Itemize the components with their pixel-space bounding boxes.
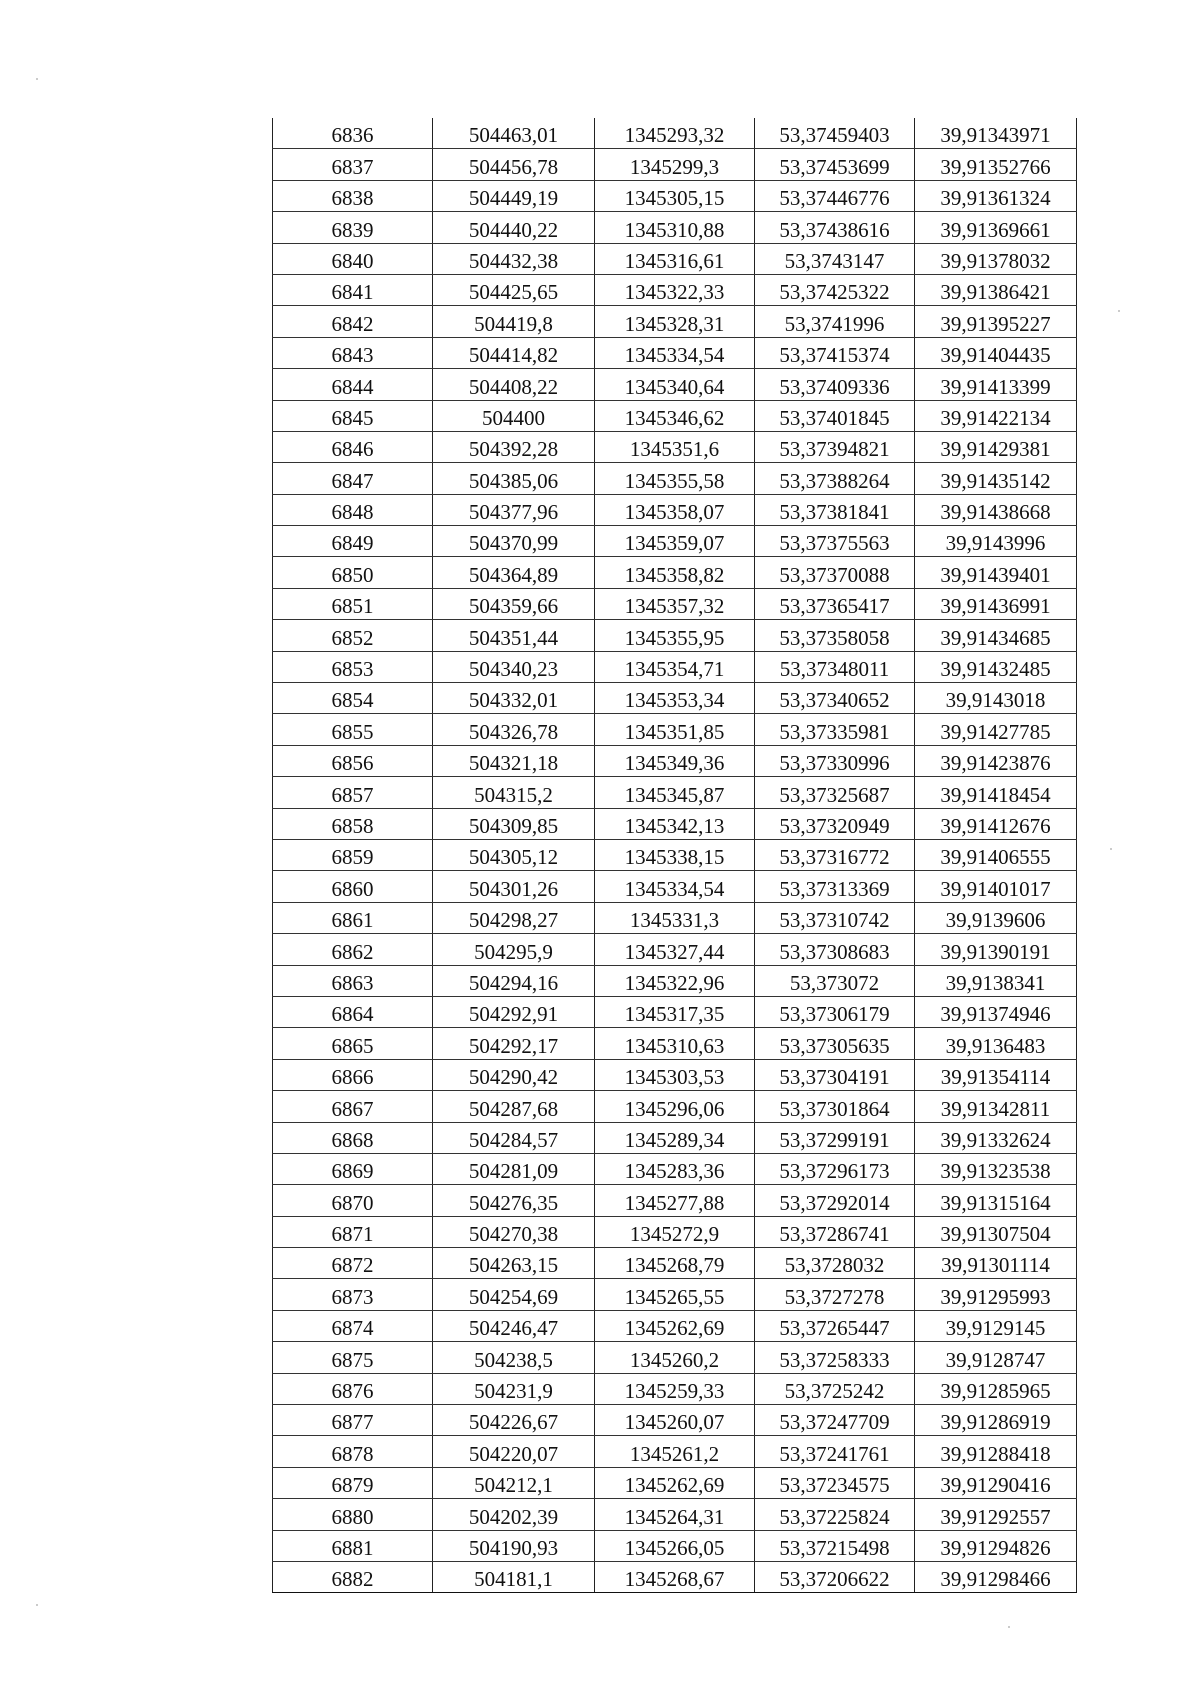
table-row — [273, 745, 1077, 776]
y-coordinate-cell: 1345303,53 — [595, 1059, 755, 1090]
latitude-cell: 53,37313369 — [755, 871, 915, 902]
table-row — [273, 1310, 1077, 1341]
longitude-cell: 39,91342811 — [915, 1091, 1077, 1122]
longitude-cell: 39,91286919 — [915, 1405, 1077, 1436]
table-row — [273, 965, 1077, 996]
y-coordinate-cell: 1345359,07 — [595, 526, 755, 557]
y-coordinate-cell: 1345283,36 — [595, 1153, 755, 1184]
scan-speck — [1008, 1626, 1010, 1628]
latitude-cell: 53,37335981 — [755, 714, 915, 745]
y-coordinate-cell: 1345310,88 — [595, 212, 755, 243]
x-coordinate-cell: 504263,15 — [433, 1248, 595, 1279]
latitude-cell: 53,37299191 — [755, 1122, 915, 1153]
y-coordinate-cell: 1345331,3 — [595, 902, 755, 933]
point-number-cell: 6840 — [273, 243, 433, 274]
table-row — [273, 651, 1077, 682]
latitude-cell: 53,37325687 — [755, 777, 915, 808]
y-coordinate-cell: 1345277,88 — [595, 1185, 755, 1216]
point-number-cell: 6851 — [273, 588, 433, 619]
x-coordinate-cell: 504392,28 — [433, 431, 595, 462]
y-coordinate-cell: 1345296,06 — [595, 1091, 755, 1122]
x-coordinate-cell: 504270,38 — [433, 1216, 595, 1247]
point-number-cell: 6860 — [273, 871, 433, 902]
latitude-cell: 53,3741996 — [755, 306, 915, 337]
table-row — [273, 212, 1077, 243]
y-coordinate-cell: 1345357,32 — [595, 588, 755, 619]
latitude-cell: 53,3727278 — [755, 1279, 915, 1310]
latitude-cell: 53,373072 — [755, 965, 915, 996]
point-number-cell: 6847 — [273, 463, 433, 494]
latitude-cell: 53,3743147 — [755, 243, 915, 274]
latitude-cell: 53,3725242 — [755, 1373, 915, 1404]
x-coordinate-cell: 504212,1 — [433, 1467, 595, 1498]
latitude-cell: 53,37258333 — [755, 1342, 915, 1373]
table-row — [273, 1373, 1077, 1404]
x-coordinate-cell: 504456,78 — [433, 149, 595, 180]
x-coordinate-cell: 504400 — [433, 400, 595, 431]
longitude-cell: 39,91285965 — [915, 1373, 1077, 1404]
point-number-cell: 6849 — [273, 526, 433, 557]
point-number-cell: 6879 — [273, 1467, 433, 1498]
table-row — [273, 400, 1077, 431]
latitude-cell: 53,37365417 — [755, 588, 915, 619]
y-coordinate-cell: 1345351,85 — [595, 714, 755, 745]
x-coordinate-cell: 504281,09 — [433, 1153, 595, 1184]
longitude-cell: 39,91323538 — [915, 1153, 1077, 1184]
latitude-cell: 53,37425322 — [755, 274, 915, 305]
point-number-cell: 6857 — [273, 777, 433, 808]
longitude-cell: 39,91288418 — [915, 1436, 1077, 1467]
point-number-cell: 6868 — [273, 1122, 433, 1153]
y-coordinate-cell: 1345262,69 — [595, 1467, 755, 1498]
x-coordinate-cell: 504359,66 — [433, 588, 595, 619]
x-coordinate-cell: 504370,99 — [433, 526, 595, 557]
y-coordinate-cell: 1345334,54 — [595, 871, 755, 902]
x-coordinate-cell: 504246,47 — [433, 1310, 595, 1341]
longitude-cell: 39,91315164 — [915, 1185, 1077, 1216]
longitude-cell: 39,91427785 — [915, 714, 1077, 745]
x-coordinate-cell: 504385,06 — [433, 463, 595, 494]
latitude-cell: 53,37316772 — [755, 839, 915, 870]
longitude-cell: 39,91354114 — [915, 1059, 1077, 1090]
y-coordinate-cell: 1345259,33 — [595, 1373, 755, 1404]
longitude-cell: 39,91361324 — [915, 180, 1077, 211]
longitude-cell: 39,9139606 — [915, 902, 1077, 933]
latitude-cell: 53,37438616 — [755, 212, 915, 243]
table-row — [273, 588, 1077, 619]
y-coordinate-cell: 1345268,67 — [595, 1561, 755, 1592]
table-row — [273, 369, 1077, 400]
latitude-cell: 53,37304191 — [755, 1059, 915, 1090]
table-row — [273, 1153, 1077, 1184]
latitude-cell: 53,37340652 — [755, 683, 915, 714]
y-coordinate-cell: 1345346,62 — [595, 400, 755, 431]
x-coordinate-cell: 504220,07 — [433, 1436, 595, 1467]
latitude-cell: 53,37292014 — [755, 1185, 915, 1216]
latitude-cell: 53,37330996 — [755, 745, 915, 776]
latitude-cell: 53,37388264 — [755, 463, 915, 494]
x-coordinate-cell: 504292,17 — [433, 1028, 595, 1059]
y-coordinate-cell: 1345327,44 — [595, 934, 755, 965]
x-coordinate-cell: 504419,8 — [433, 306, 595, 337]
x-coordinate-cell: 504294,16 — [433, 965, 595, 996]
latitude-cell: 53,37320949 — [755, 808, 915, 839]
y-coordinate-cell: 1345322,96 — [595, 965, 755, 996]
longitude-cell: 39,9138341 — [915, 965, 1077, 996]
table-row — [273, 1122, 1077, 1153]
longitude-cell: 39,91432485 — [915, 651, 1077, 682]
point-number-cell: 6867 — [273, 1091, 433, 1122]
longitude-cell: 39,91413399 — [915, 369, 1077, 400]
latitude-cell: 53,37453699 — [755, 149, 915, 180]
y-coordinate-cell: 1345358,82 — [595, 557, 755, 588]
table-row — [273, 431, 1077, 462]
y-coordinate-cell: 1345305,15 — [595, 180, 755, 211]
x-coordinate-cell: 504332,01 — [433, 683, 595, 714]
y-coordinate-cell: 1345289,34 — [595, 1122, 755, 1153]
y-coordinate-cell: 1345272,9 — [595, 1216, 755, 1247]
y-coordinate-cell: 1345358,07 — [595, 494, 755, 525]
y-coordinate-cell: 1345262,69 — [595, 1310, 755, 1341]
point-number-cell: 6880 — [273, 1499, 433, 1530]
y-coordinate-cell: 1345268,79 — [595, 1248, 755, 1279]
table-row — [273, 1248, 1077, 1279]
point-number-cell: 6872 — [273, 1248, 433, 1279]
y-coordinate-cell: 1345322,33 — [595, 274, 755, 305]
longitude-cell: 39,91423876 — [915, 745, 1077, 776]
scan-speck — [1110, 848, 1112, 850]
longitude-cell: 39,91429381 — [915, 431, 1077, 462]
table-row — [273, 996, 1077, 1027]
x-coordinate-cell: 504414,82 — [433, 337, 595, 368]
x-coordinate-cell: 504440,22 — [433, 212, 595, 243]
table-row — [273, 871, 1077, 902]
y-coordinate-cell: 1345355,58 — [595, 463, 755, 494]
longitude-cell: 39,91294826 — [915, 1530, 1077, 1561]
table-row — [273, 494, 1077, 525]
table-row — [273, 683, 1077, 714]
longitude-cell: 39,9143018 — [915, 683, 1077, 714]
table-row — [273, 1185, 1077, 1216]
longitude-cell: 39,91386421 — [915, 274, 1077, 305]
table-row — [273, 934, 1077, 965]
table-row — [273, 1279, 1077, 1310]
point-number-cell: 6843 — [273, 337, 433, 368]
table-row — [273, 180, 1077, 211]
y-coordinate-cell: 1345338,15 — [595, 839, 755, 870]
latitude-cell: 53,37305635 — [755, 1028, 915, 1059]
point-number-cell: 6870 — [273, 1185, 433, 1216]
longitude-cell: 39,91378032 — [915, 243, 1077, 274]
longitude-cell: 39,91369661 — [915, 212, 1077, 243]
latitude-cell: 53,37247709 — [755, 1405, 915, 1436]
y-coordinate-cell: 1345334,54 — [595, 337, 755, 368]
x-coordinate-cell: 504340,23 — [433, 651, 595, 682]
x-coordinate-cell: 504254,69 — [433, 1279, 595, 1310]
x-coordinate-cell: 504463,01 — [433, 118, 595, 149]
y-coordinate-cell: 1345349,36 — [595, 745, 755, 776]
y-coordinate-cell: 1345293,32 — [595, 118, 755, 149]
table-row — [273, 557, 1077, 588]
point-number-cell: 6848 — [273, 494, 433, 525]
point-number-cell: 6841 — [273, 274, 433, 305]
point-number-cell: 6862 — [273, 934, 433, 965]
point-number-cell: 6842 — [273, 306, 433, 337]
point-number-cell: 6861 — [273, 902, 433, 933]
latitude-cell: 53,37409336 — [755, 369, 915, 400]
point-number-cell: 6856 — [273, 745, 433, 776]
x-coordinate-cell: 504276,35 — [433, 1185, 595, 1216]
latitude-cell: 53,37308683 — [755, 934, 915, 965]
longitude-cell: 39,91343971 — [915, 118, 1077, 149]
x-coordinate-cell: 504326,78 — [433, 714, 595, 745]
x-coordinate-cell: 504432,38 — [433, 243, 595, 274]
point-number-cell: 6877 — [273, 1405, 433, 1436]
y-coordinate-cell: 1345317,35 — [595, 996, 755, 1027]
x-coordinate-cell: 504295,9 — [433, 934, 595, 965]
longitude-cell: 39,9129145 — [915, 1310, 1077, 1341]
table-row — [273, 620, 1077, 651]
latitude-cell: 53,37286741 — [755, 1216, 915, 1247]
y-coordinate-cell: 1345260,07 — [595, 1405, 755, 1436]
point-number-cell: 6863 — [273, 965, 433, 996]
table-row — [273, 1405, 1077, 1436]
longitude-cell: 39,91406555 — [915, 839, 1077, 870]
latitude-cell: 53,37394821 — [755, 431, 915, 462]
longitude-cell: 39,91301114 — [915, 1248, 1077, 1279]
table-row — [273, 714, 1077, 745]
point-number-cell: 6866 — [273, 1059, 433, 1090]
longitude-cell: 39,91298466 — [915, 1561, 1077, 1592]
table-row — [273, 337, 1077, 368]
latitude-cell: 53,37348011 — [755, 651, 915, 682]
point-number-cell: 6881 — [273, 1530, 433, 1561]
latitude-cell: 53,37415374 — [755, 337, 915, 368]
y-coordinate-cell: 1345299,3 — [595, 149, 755, 180]
x-coordinate-cell: 504425,65 — [433, 274, 595, 305]
y-coordinate-cell: 1345355,95 — [595, 620, 755, 651]
point-number-cell: 6864 — [273, 996, 433, 1027]
y-coordinate-cell: 1345345,87 — [595, 777, 755, 808]
longitude-cell: 39,91395227 — [915, 306, 1077, 337]
x-coordinate-cell: 504305,12 — [433, 839, 595, 870]
x-coordinate-cell: 504364,89 — [433, 557, 595, 588]
point-number-cell: 6838 — [273, 180, 433, 211]
x-coordinate-cell: 504315,2 — [433, 777, 595, 808]
latitude-cell: 53,3728032 — [755, 1248, 915, 1279]
x-coordinate-cell: 504292,91 — [433, 996, 595, 1027]
y-coordinate-cell: 1345261,2 — [595, 1436, 755, 1467]
table-row — [273, 463, 1077, 494]
latitude-cell: 53,37370088 — [755, 557, 915, 588]
y-coordinate-cell: 1345351,6 — [595, 431, 755, 462]
latitude-cell: 53,37375563 — [755, 526, 915, 557]
longitude-cell: 39,91401017 — [915, 871, 1077, 902]
longitude-cell: 39,91352766 — [915, 149, 1077, 180]
longitude-cell: 39,91436991 — [915, 588, 1077, 619]
x-coordinate-cell: 504449,19 — [433, 180, 595, 211]
x-coordinate-cell: 504290,42 — [433, 1059, 595, 1090]
x-coordinate-cell: 504202,39 — [433, 1499, 595, 1530]
scan-speck — [36, 1604, 38, 1606]
y-coordinate-cell: 1345354,71 — [595, 651, 755, 682]
longitude-cell: 39,9143996 — [915, 526, 1077, 557]
point-number-cell: 6845 — [273, 400, 433, 431]
scan-speck — [36, 78, 38, 80]
point-number-cell: 6859 — [273, 839, 433, 870]
longitude-cell: 39,91412676 — [915, 808, 1077, 839]
longitude-cell: 39,91439401 — [915, 557, 1077, 588]
x-coordinate-cell: 504287,68 — [433, 1091, 595, 1122]
scan-speck — [1118, 310, 1120, 312]
point-number-cell: 6873 — [273, 1279, 433, 1310]
x-coordinate-cell: 504301,26 — [433, 871, 595, 902]
table-row — [273, 777, 1077, 808]
longitude-cell: 39,91422134 — [915, 400, 1077, 431]
table-row — [273, 274, 1077, 305]
latitude-cell: 53,37241761 — [755, 1436, 915, 1467]
table-row — [273, 1028, 1077, 1059]
table-row — [273, 839, 1077, 870]
point-number-cell: 6878 — [273, 1436, 433, 1467]
x-coordinate-cell: 504284,57 — [433, 1122, 595, 1153]
latitude-cell: 53,37301864 — [755, 1091, 915, 1122]
point-number-cell: 6882 — [273, 1561, 433, 1592]
x-coordinate-cell: 504298,27 — [433, 902, 595, 933]
table-row — [273, 1091, 1077, 1122]
table-row — [273, 1342, 1077, 1373]
point-number-cell: 6858 — [273, 808, 433, 839]
table-row — [273, 243, 1077, 274]
point-number-cell: 6852 — [273, 620, 433, 651]
latitude-cell: 53,37225824 — [755, 1499, 915, 1530]
longitude-cell: 39,91434685 — [915, 620, 1077, 651]
longitude-cell: 39,91295993 — [915, 1279, 1077, 1310]
table-row — [273, 306, 1077, 337]
longitude-cell: 39,9128747 — [915, 1342, 1077, 1373]
longitude-cell: 39,91290416 — [915, 1467, 1077, 1498]
point-number-cell: 6836 — [273, 118, 433, 149]
x-coordinate-cell: 504238,5 — [433, 1342, 595, 1373]
point-number-cell: 6837 — [273, 149, 433, 180]
point-number-cell: 6850 — [273, 557, 433, 588]
latitude-cell: 53,37234575 — [755, 1467, 915, 1498]
latitude-cell: 53,37215498 — [755, 1530, 915, 1561]
latitude-cell: 53,37265447 — [755, 1310, 915, 1341]
table-row — [273, 149, 1077, 180]
table-row — [273, 526, 1077, 557]
coordinates-table — [272, 118, 1077, 1593]
y-coordinate-cell: 1345266,05 — [595, 1530, 755, 1561]
table-row — [273, 1216, 1077, 1247]
longitude-cell: 39,91307504 — [915, 1216, 1077, 1247]
longitude-cell: 39,9136483 — [915, 1028, 1077, 1059]
point-number-cell: 6853 — [273, 651, 433, 682]
longitude-cell: 39,91418454 — [915, 777, 1077, 808]
y-coordinate-cell: 1345340,64 — [595, 369, 755, 400]
latitude-cell: 53,37401845 — [755, 400, 915, 431]
point-number-cell: 6869 — [273, 1153, 433, 1184]
latitude-cell: 53,37381841 — [755, 494, 915, 525]
longitude-cell: 39,91390191 — [915, 934, 1077, 965]
y-coordinate-cell: 1345265,55 — [595, 1279, 755, 1310]
longitude-cell: 39,91438668 — [915, 494, 1077, 525]
latitude-cell: 53,37446776 — [755, 180, 915, 211]
point-number-cell: 6854 — [273, 683, 433, 714]
y-coordinate-cell: 1345260,2 — [595, 1342, 755, 1373]
longitude-cell: 39,91374946 — [915, 996, 1077, 1027]
latitude-cell: 53,37358058 — [755, 620, 915, 651]
x-coordinate-cell: 504408,22 — [433, 369, 595, 400]
coordinates-table-body — [273, 118, 1077, 1593]
y-coordinate-cell: 1345264,31 — [595, 1499, 755, 1530]
x-coordinate-cell: 504190,93 — [433, 1530, 595, 1561]
point-number-cell: 6876 — [273, 1373, 433, 1404]
y-coordinate-cell: 1345316,61 — [595, 243, 755, 274]
table-row — [273, 902, 1077, 933]
x-coordinate-cell: 504226,67 — [433, 1405, 595, 1436]
y-coordinate-cell: 1345342,13 — [595, 808, 755, 839]
x-coordinate-cell: 504351,44 — [433, 620, 595, 651]
table-row — [273, 1561, 1077, 1592]
longitude-cell: 39,91292557 — [915, 1499, 1077, 1530]
point-number-cell: 6844 — [273, 369, 433, 400]
point-number-cell: 6839 — [273, 212, 433, 243]
table-row — [273, 1436, 1077, 1467]
table-row — [273, 808, 1077, 839]
latitude-cell: 53,37310742 — [755, 902, 915, 933]
table-row — [273, 1530, 1077, 1561]
latitude-cell: 53,37206622 — [755, 1561, 915, 1592]
x-coordinate-cell: 504377,96 — [433, 494, 595, 525]
x-coordinate-cell: 504321,18 — [433, 745, 595, 776]
x-coordinate-cell: 504309,85 — [433, 808, 595, 839]
x-coordinate-cell: 504181,1 — [433, 1561, 595, 1592]
latitude-cell: 53,37459403 — [755, 118, 915, 149]
latitude-cell: 53,37306179 — [755, 996, 915, 1027]
longitude-cell: 39,91404435 — [915, 337, 1077, 368]
y-coordinate-cell: 1345310,63 — [595, 1028, 755, 1059]
table-row — [273, 118, 1077, 149]
table-row — [273, 1499, 1077, 1530]
y-coordinate-cell: 1345353,34 — [595, 683, 755, 714]
point-number-cell: 6865 — [273, 1028, 433, 1059]
latitude-cell: 53,37296173 — [755, 1153, 915, 1184]
x-coordinate-cell: 504231,9 — [433, 1373, 595, 1404]
point-number-cell: 6871 — [273, 1216, 433, 1247]
longitude-cell: 39,91435142 — [915, 463, 1077, 494]
point-number-cell: 6846 — [273, 431, 433, 462]
table-row — [273, 1467, 1077, 1498]
point-number-cell: 6875 — [273, 1342, 433, 1373]
table-row — [273, 1059, 1077, 1090]
point-number-cell: 6874 — [273, 1310, 433, 1341]
point-number-cell: 6855 — [273, 714, 433, 745]
longitude-cell: 39,91332624 — [915, 1122, 1077, 1153]
y-coordinate-cell: 1345328,31 — [595, 306, 755, 337]
